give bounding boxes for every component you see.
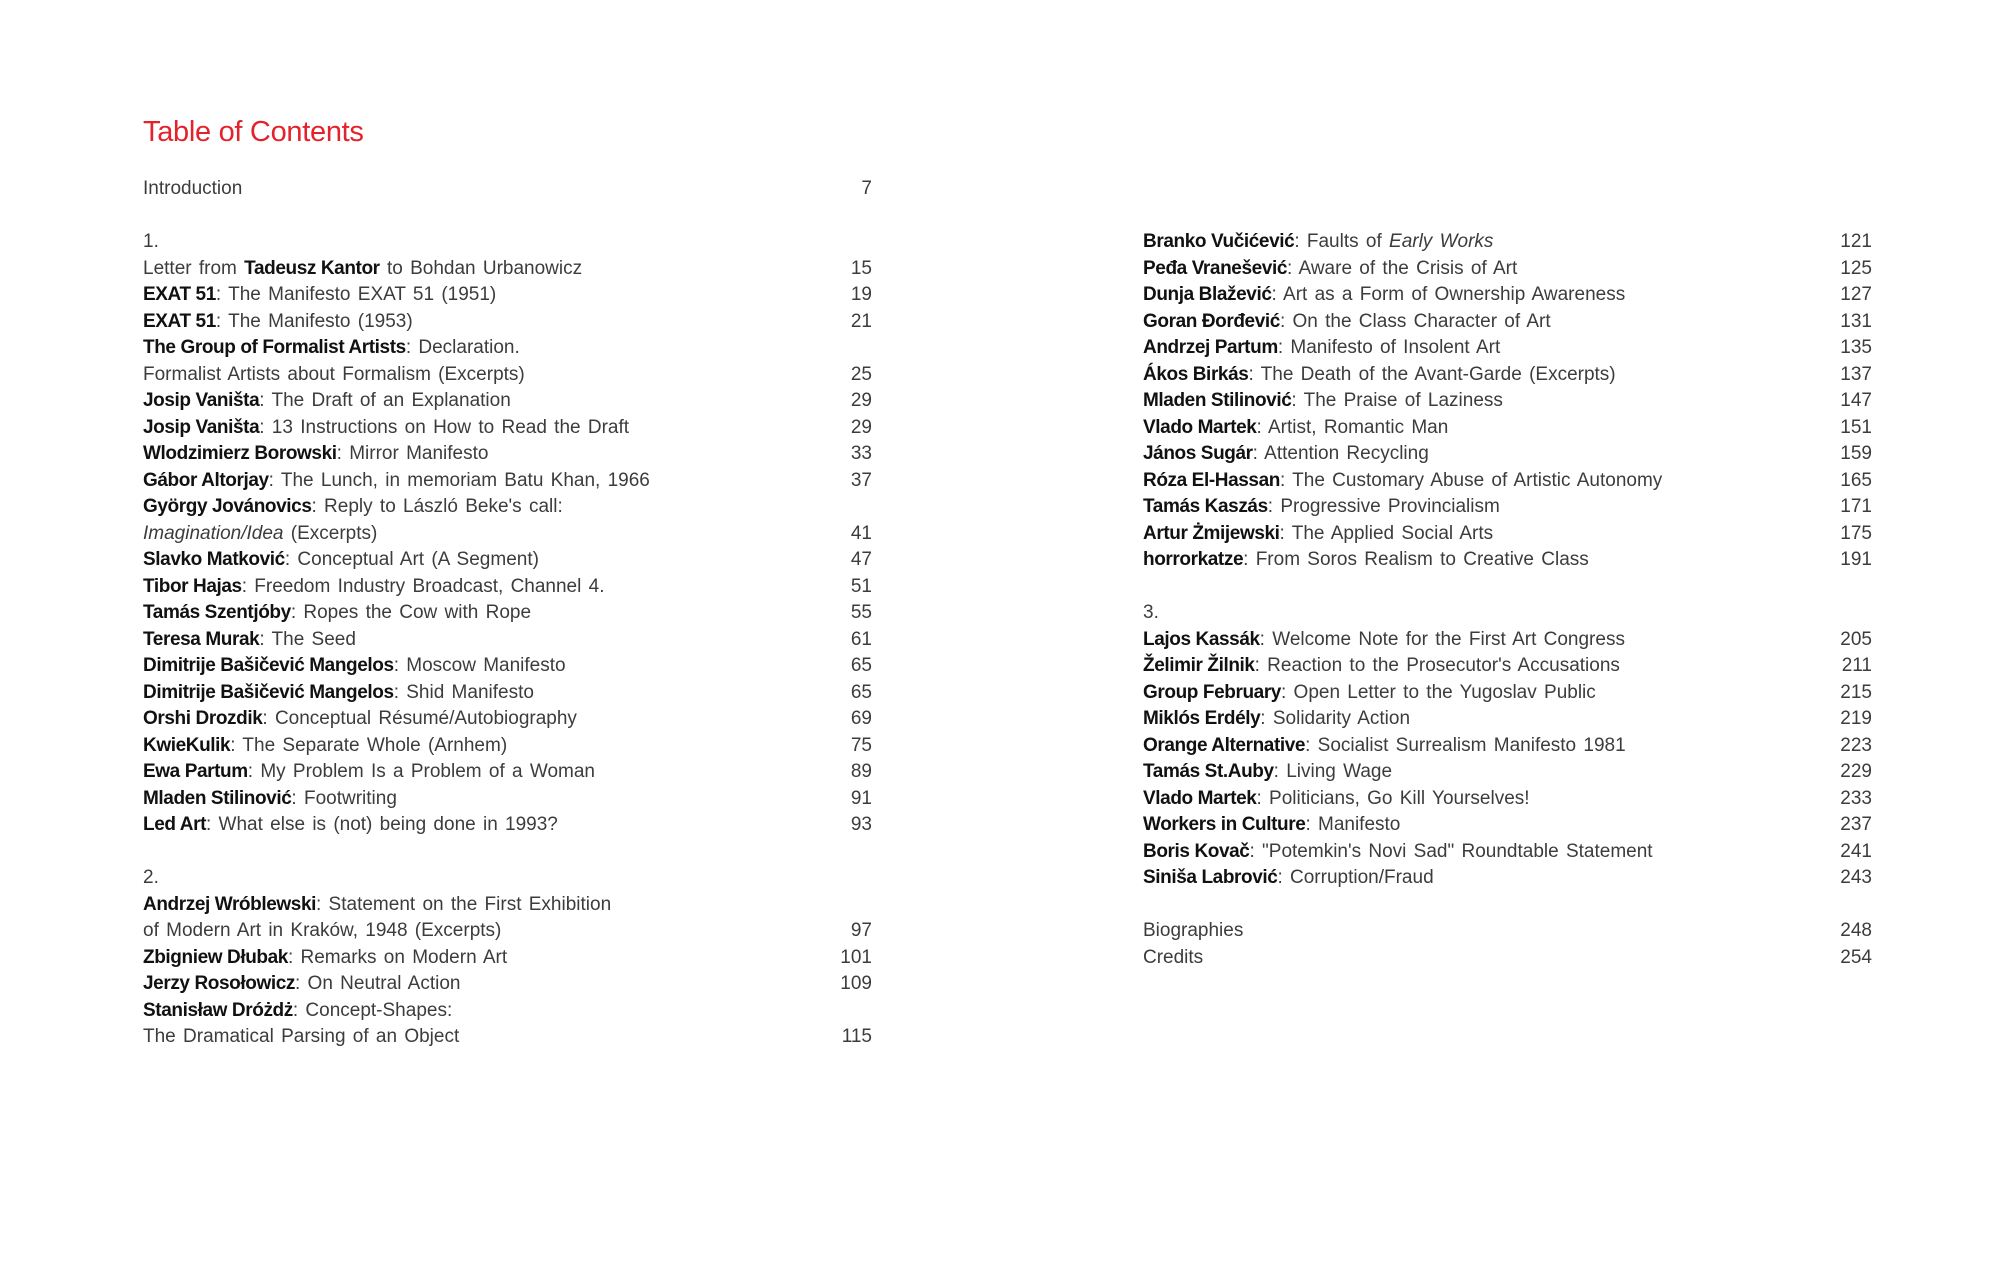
page-number: 237 [1840,814,1872,835]
toc-entry[interactable] [1143,362,1872,389]
page-number: 211 [1841,655,1872,676]
entry-author: Workers in Culture [1143,814,1306,835]
page-number: 51 [850,575,872,597]
page-number: 93 [850,814,872,835]
toc-entry[interactable] [1143,547,1872,574]
page-number: 243 [1840,867,1872,888]
toc-entry[interactable] [143,176,872,203]
page-number: 21 [850,310,872,332]
toc-entry[interactable] [143,680,872,707]
entry-text: Biographies [1143,920,1244,941]
toc-entry[interactable] [143,865,872,892]
entry-text: : Open Letter to the Yugoslav Public [1280,681,1596,703]
entry-text: : Aware of the Crisis of Art [1287,257,1518,279]
page-number: 151 [1840,416,1872,438]
page-number: 191 [1840,549,1872,570]
page-number: 131 [1840,310,1872,332]
entry-text: : Conceptual Résumé/Autobiography [262,708,577,729]
page-title: Table of Contents [143,116,364,148]
page-number: 33 [850,443,872,464]
entry-author: Tibor Hajas [143,575,242,597]
entry-text: The Dramatical Parsing of an Object [143,1026,460,1047]
entry-text: : The Death of the Avant-Garde (Excerpts) [1248,363,1616,385]
page-number: 223 [1840,734,1872,756]
entry-text: of Modern Art in Kraków, 1948 (Excerpts) [143,920,502,941]
entry-author: György Jovánovics [143,496,312,517]
entry-text: : Reply to László Beke's call: [311,496,563,517]
entry-text: : The Draft of an Explanation [259,390,511,411]
page-number: 29 [850,416,872,438]
toc-entry[interactable] [1143,733,1872,760]
page-number: 91 [850,787,872,809]
toc-entry[interactable] [1143,282,1872,309]
toc-entry[interactable] [143,494,872,521]
toc-entry[interactable] [143,998,872,1025]
page-number: 41 [850,522,872,544]
entry-author: Andrzej Partum [1143,337,1278,358]
entry-author: Vlado Martek [1143,787,1257,809]
entry-author: Artur Żmijewski [1143,522,1280,544]
toc-entry[interactable] [143,786,872,813]
entry-italic-title: Early Works [1389,231,1494,252]
entry-author: horrorkatze [1143,549,1244,570]
entry-text: : Faults of [1294,231,1390,252]
entry-text: Formalist Artists about Formalism (Excerpts) [143,363,525,385]
entry-text: : Moscow Manifesto [393,655,566,676]
toc-entry[interactable] [1143,600,1872,627]
entry-text: : Manifesto of Insolent Art [1277,337,1501,358]
page-number: 47 [850,549,872,570]
entry-author: Josip Vaništa [143,390,260,411]
page-number: 241 [1840,840,1872,862]
toc-entry[interactable] [143,468,872,495]
entry-text: : Declaration. [405,337,520,358]
entry-author: EXAT 51 [143,284,216,305]
toc-entry[interactable] [143,335,872,362]
entry-text: : Politicians, Go Kill Yourselves! [1256,787,1530,809]
page-number: 215 [1840,681,1872,703]
entry-text: Introduction [143,178,243,199]
toc-entry[interactable] [143,918,872,945]
entry-author: Boris Kovač [1143,840,1250,862]
entry-author: Siniša Labrović [1143,867,1278,888]
page-number: 15 [850,257,872,279]
page-number: 125 [1840,257,1872,279]
entry-author: Tamás Kaszás [1143,496,1268,517]
entry-author: János Sugár [1143,443,1253,464]
entry-text: : The Applied Social Arts [1279,522,1494,544]
entry-text: : Conceptual Art (A Segment) [284,549,539,570]
entry-author: Jerzy Rosołowicz [143,973,295,994]
page-number: 69 [850,708,872,729]
toc-entry[interactable] [143,229,872,256]
entry-text: Credits [1143,946,1204,968]
toc-entry[interactable] [1143,653,1872,680]
page-number: 109 [840,973,872,994]
toc-entry[interactable] [143,653,872,680]
entry-author: Tamás Szentjóby [143,602,291,623]
entry-text: : From Soros Realism to Creative Class [1243,549,1589,570]
entry-author: Vlado Martek [1143,416,1257,438]
entry-author: Tadeusz Kantor [244,257,380,279]
entry-text: : Reaction to the Prosecutor's Accusations [1254,655,1620,676]
entry-text: : Art as a Form of Ownership Awareness [1271,284,1626,305]
entry-text: 3. [1143,602,1159,623]
toc-entry[interactable] [143,309,872,336]
page-number: 165 [1840,469,1872,491]
toc-entry[interactable] [1143,309,1872,336]
entry-text: : Manifesto [1305,814,1401,835]
page-number: 29 [850,390,872,411]
entry-text: : Shid Manifesto [393,681,534,703]
toc-entry[interactable] [143,971,872,998]
entry-author: Orange Alternative [1143,734,1306,756]
entry-author: Miklós Erdély [1143,708,1261,729]
page-number: 254 [1840,946,1872,968]
entry-text: : Statement on the First Exhibition [316,893,612,915]
toc-entry[interactable] [1143,468,1872,495]
page-number: 121 [1840,231,1872,252]
toc-column-left [143,176,872,1051]
entry-author: Róza El-Hassan [1143,469,1280,491]
toc-entry[interactable] [143,600,872,627]
toc-entry[interactable] [1143,945,1872,972]
entry-text: : Mirror Manifesto [336,443,489,464]
entry-author: Zbigniew Dłubak [143,946,288,968]
toc-entry[interactable] [1143,335,1872,362]
entry-text: : Living Wage [1273,761,1393,782]
entry-author: Dimitrije Bašičević Mangelos [143,681,394,703]
entry-text: : The Lunch, in memoriam Batu Khan, 1966 [268,469,650,491]
toc-entry[interactable] [143,759,872,786]
page-number: 115 [841,1026,872,1047]
spacer [143,203,872,230]
entry-author: Ákos Birkás [1143,363,1249,385]
page-number: 55 [850,602,872,623]
toc-entry[interactable] [143,415,872,442]
entry-text: : Attention Recycling [1252,443,1429,464]
toc-entry[interactable] [143,812,872,839]
entry-text: : What else is (not) being done in 1993? [206,814,558,835]
toc-entry[interactable] [143,574,872,601]
page-number: 97 [850,920,872,941]
page-number: 37 [850,469,872,491]
entry-text: : Concept-Shapes: [292,999,453,1021]
toc-entry[interactable] [1143,680,1872,707]
entry-author: Mladen Stilinović [1143,390,1292,411]
entry-text: : Progressive Provincialism [1267,496,1500,517]
page-number: 219 [1840,708,1872,729]
entry-author: Andrzej Wróblewski [143,893,316,915]
entry-text: : The Praise of Laziness [1291,390,1503,411]
page-number: 171 [1840,496,1872,517]
entry-author: Peđa Vranešević [1143,257,1287,279]
toc-entry[interactable] [143,256,872,283]
page-number: 101 [840,946,872,968]
page-number: 75 [850,734,872,756]
entry-author: Slavko Matković [143,549,285,570]
toc-entry[interactable] [1143,706,1872,733]
entry-text: : Artist, Romantic Man [1256,416,1449,438]
entry-text: : The Separate Whole (Arnhem) [230,734,508,756]
entry-author: Želimir Žilnik [1143,655,1255,676]
entry-text: : The Manifesto (1953) [215,310,413,332]
page-number: 137 [1840,363,1872,385]
entry-author: The Group of Formalist Artists [143,337,406,358]
page-number: 89 [850,761,872,782]
spacer [1143,574,1872,601]
entry-text: : On Neutral Action [294,973,461,994]
toc-entry[interactable] [143,521,872,548]
entry-text: : The Manifesto EXAT 51 (1951) [215,284,497,305]
entry-author: EXAT 51 [143,310,216,332]
toc-entry[interactable] [1143,627,1872,654]
entry-author: Led Art [143,814,206,835]
toc-entry[interactable] [1143,812,1872,839]
page-number: 7 [861,178,872,199]
page-number: 127 [1840,284,1872,305]
page-number: 229 [1840,761,1872,782]
entry-author: KwieKulik [143,734,231,756]
entry-author: Lajos Kassák [1143,628,1260,650]
toc-entry[interactable] [1143,759,1872,786]
toc-entry[interactable] [1143,441,1872,468]
entry-author: Josip Vaništa [143,416,260,438]
entry-author: Mladen Stilinović [143,787,292,809]
toc-entry[interactable] [1143,786,1872,813]
toc-entry[interactable] [1143,494,1872,521]
entry-text: to Bohdan Urbanowicz [379,257,583,279]
entry-text: (Excerpts) [283,522,378,544]
page-number: 175 [1840,522,1872,544]
entry-author: Group February [1143,681,1281,703]
entry-author: Teresa Murak [143,628,260,650]
toc-entry[interactable] [143,362,872,389]
entry-text: : "Potemkin's Novi Sad" Roundtable Statement [1249,840,1653,862]
entry-italic-title: Imagination/Idea [143,522,284,544]
toc-entry[interactable] [1143,865,1872,892]
toc-entry[interactable] [143,1024,872,1051]
toc-entry[interactable] [1143,415,1872,442]
toc-entry[interactable] [143,706,872,733]
spacer [1143,892,1872,919]
toc-entry[interactable] [143,892,872,919]
entry-text: : My Problem Is a Problem of a Woman [247,761,595,782]
toc-entry[interactable] [143,388,872,415]
toc-column-right [1143,229,1872,971]
entry-text: : Ropes the Cow with Rope [290,602,532,623]
toc-entry[interactable] [1143,839,1872,866]
entry-author: Gábor Altorjay [143,469,269,491]
entry-text: : Freedom Industry Broadcast, Channel 4. [241,575,605,597]
toc-entry[interactable] [1143,229,1872,256]
entry-text: : Remarks on Modern Art [287,946,508,968]
page-number: 159 [1840,443,1872,464]
entry-author: Ewa Partum [143,761,248,782]
entry-author: Dimitrije Bašičević Mangelos [143,655,394,676]
spacer [143,839,872,866]
entry-author: Goran Đorđević [1143,310,1280,332]
entry-text: : Footwriting [291,787,397,809]
page-number: 19 [850,284,872,305]
toc-entry[interactable] [1143,918,1872,945]
entry-author: Wlodzimierz Borowski [143,443,337,464]
toc-entry[interactable] [1143,256,1872,283]
toc-entry[interactable] [143,547,872,574]
page-number: 147 [1840,390,1872,411]
entry-text: 1. [143,231,159,252]
entry-author: Stanisław Dróżdż [143,999,293,1021]
page-number: 205 [1840,628,1872,650]
toc-entry[interactable] [143,627,872,654]
page-number: 65 [850,681,872,703]
entry-author: Orshi Drozdik [143,708,263,729]
entry-text: : Socialist Surrealism Manifesto 1981 [1305,734,1626,756]
page-number: 135 [1840,337,1872,358]
page-number: 65 [850,655,872,676]
entry-text: : On the Class Character of Art [1279,310,1551,332]
entry-text: : The Seed [259,628,356,650]
entry-text: : Solidarity Action [1260,708,1411,729]
page-number: 248 [1840,920,1872,941]
toc-entry[interactable] [1143,388,1872,415]
entry-text: : The Customary Abuse of Artistic Autonomy [1279,469,1663,491]
entry-author: Tamás St.Auby [1143,761,1274,782]
entry-author: Dunja Blažević [1143,284,1272,305]
toc-entry[interactable] [143,441,872,468]
entry-text: : Welcome Note for the First Art Congress [1259,628,1625,650]
page-number: 233 [1840,787,1872,809]
toc-entry[interactable] [1143,521,1872,548]
entry-text: Letter from [143,257,245,279]
page-number: 61 [850,628,872,650]
entry-text: : Corruption/Fraud [1277,867,1434,888]
toc-entry[interactable] [143,733,872,760]
entry-author: Branko Vučićević [1143,231,1295,252]
entry-text: : 13 Instructions on How to Read the Draft [259,416,630,438]
toc-entry[interactable] [143,282,872,309]
entry-text: 2. [143,867,159,888]
toc-entry[interactable] [143,945,872,972]
page-number: 25 [850,363,872,385]
